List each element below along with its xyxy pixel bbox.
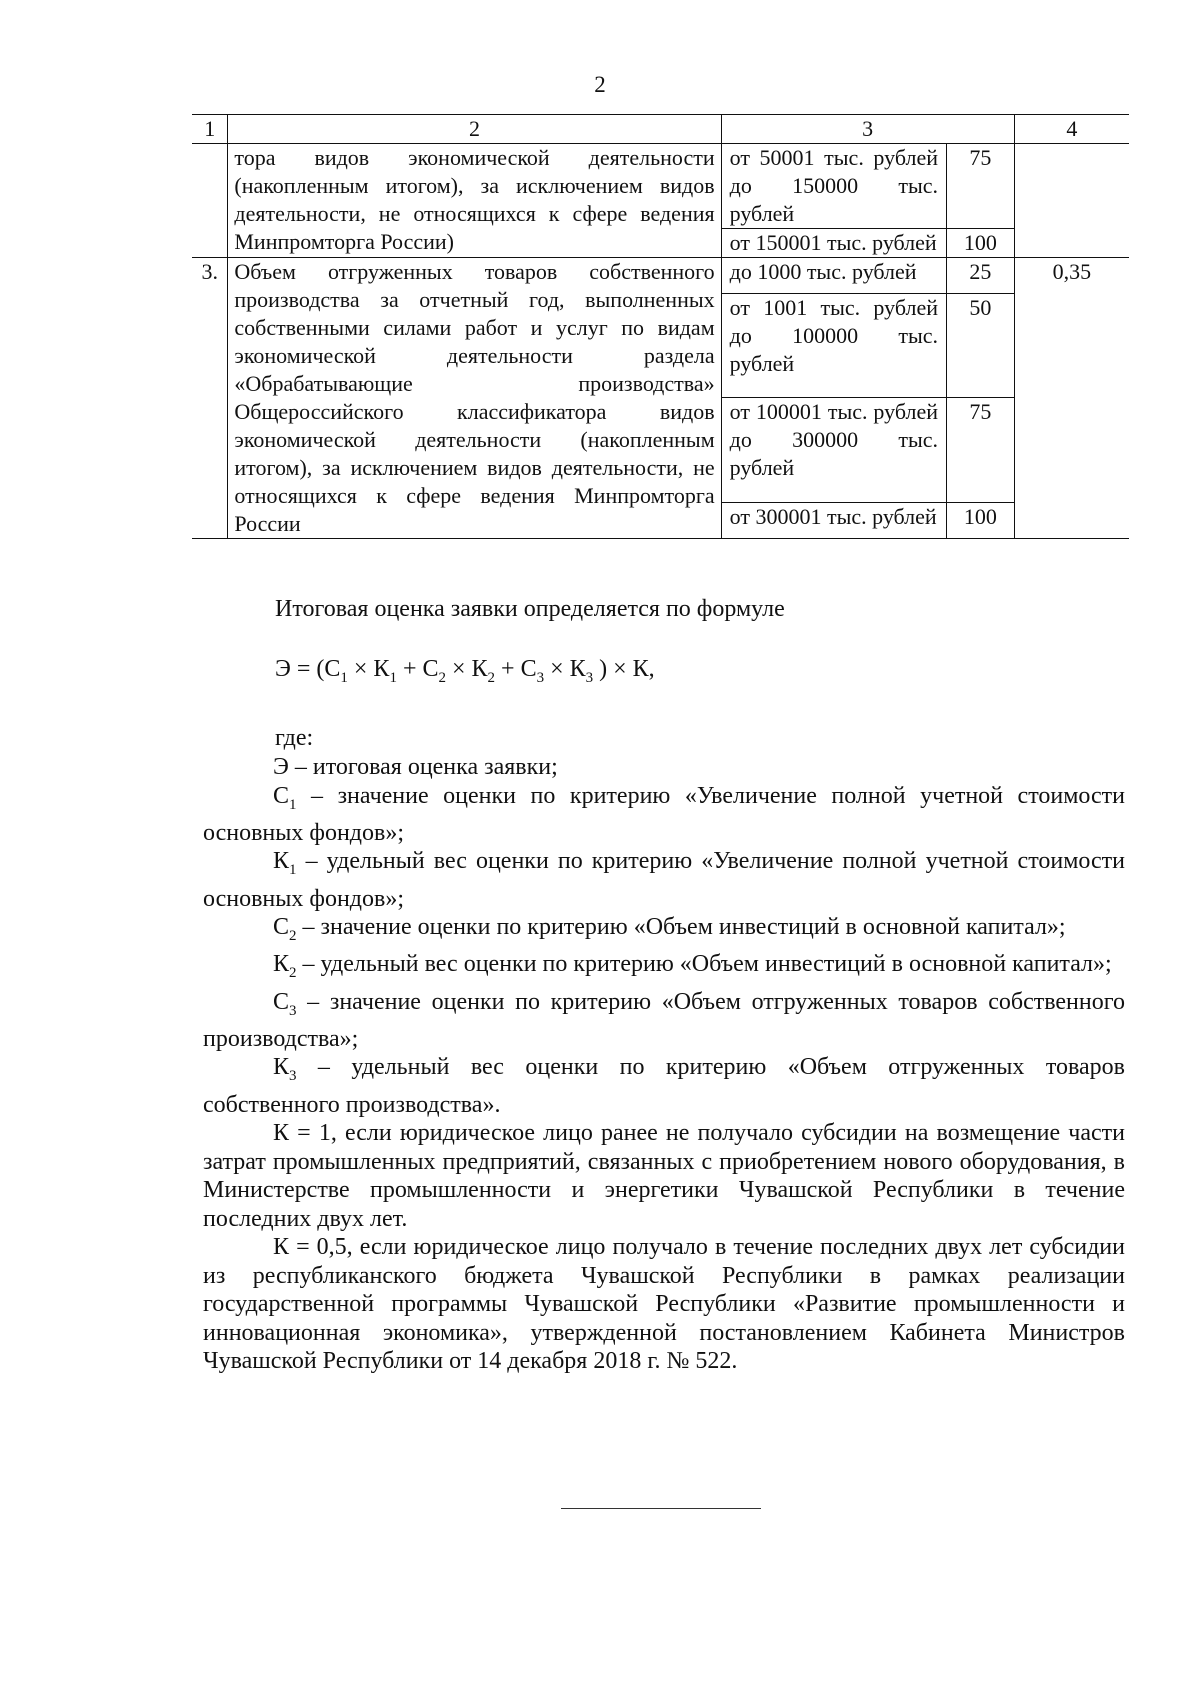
formula-sub: 1 (389, 669, 397, 686)
definitions-block (203, 753, 1125, 1376)
definition-symbol: С (273, 782, 290, 809)
header-col-1: 1 (192, 115, 228, 144)
definition-symbol: К (273, 848, 290, 875)
cont-text-cell: тора видов экономической деятельности (накопленным итогом), за исключением видов деятельности, не относящихся к сфере ведения Минпромторга России) (228, 144, 721, 258)
cont-weight-cell (1014, 144, 1129, 258)
definition-symbol: К (273, 1054, 290, 1081)
definition-text: – удельный вес оценки по критерию «Объем отгруженных товаров собственного производства». (203, 1054, 1125, 1118)
where-label: где: (275, 725, 314, 751)
header-col-2: 2 (228, 115, 721, 144)
definition-text: – удельный вес оценки по критерию «Увеличение полной учетной стоимости основных фондов»; (203, 848, 1125, 912)
formula-sub: 1 (340, 669, 348, 686)
definition-e: Э – итоговая оценка заявки; (273, 754, 558, 780)
row3-range-3: от 100001 тыс. рублей до 300000 тыс. рублей (721, 398, 946, 503)
row3-range-2: от 1001 тыс. рублей до 100000 тыс. рублей (721, 293, 946, 398)
row3-score-2: 50 (947, 293, 1015, 398)
definition-sub: 1 (289, 862, 297, 879)
bottom-rule (561, 1508, 761, 1509)
definition-sub: 2 (289, 965, 297, 982)
row3-weight: 0,35 (1014, 258, 1129, 539)
formula-sub: 2 (438, 669, 446, 686)
table-row (192, 258, 1129, 294)
cont-score-2: 100 (947, 229, 1015, 258)
definition-k2 (203, 950, 1125, 987)
definition-text: – удельный вес оценки по критерию «Объем инвестиций в основной капитал»; (296, 951, 1112, 978)
definition-k3 (203, 1053, 1125, 1119)
paragraph-k-05: К = 0,5, если юридическое лицо получало в течение последних двух лет субсидии из республиканского бюджета Чувашской Республики в рамках реализации государственной программы Чувашской Республики «Развитие промышленности и инновационная экономика», утвержденной постановлением Кабинета Министров Чувашской Республики от 14 декабря 2018 г. № 522. (203, 1234, 1125, 1375)
paragraph-k-1: К = 1, если юридическое лицо ранее не получало субсидии на возмещение части затрат промышленных предприятий, связанных с приобретением нового оборудования, в Министерстве промышленности и энергетики Чувашской Республики в течение последних двух лет. (203, 1120, 1125, 1232)
definition-symbol: С (273, 988, 290, 1015)
formula-part: Э = (С (275, 656, 341, 682)
definition-sub: 2 (289, 927, 297, 944)
definition-text: – значение оценки по критерию «Объем инвестиций в основной капитал»; (296, 914, 1066, 941)
row3-score-1: 25 (947, 258, 1015, 294)
row3-score-3: 75 (947, 398, 1015, 503)
row3-num: 3. (192, 258, 228, 539)
criteria-table (192, 114, 1129, 539)
definition-sub: 3 (289, 1002, 297, 1019)
definition-text: – значение оценки по критерию «Объем отгруженных товаров собственного производства»; (203, 988, 1125, 1052)
page-number: 2 (594, 72, 606, 97)
cont-range-2: от 150001 тыс. рублей (721, 229, 946, 258)
formula-title: Итоговая оценка заявки определяется по формуле (275, 596, 785, 622)
cont-num-cell (192, 144, 228, 258)
definition-c2 (203, 913, 1125, 950)
definition-c3 (203, 988, 1125, 1054)
definition-symbol: К (273, 951, 290, 978)
cont-range-1: от 50001 тыс. рублей до 150000 тыс. рублей (721, 144, 946, 229)
formula-sub: 3 (536, 669, 545, 686)
formula-part: + С (396, 656, 439, 682)
formula-part: × К (445, 656, 488, 682)
formula-part: × К (347, 656, 390, 682)
definition-k1 (203, 847, 1125, 913)
cont-score-1: 75 (947, 144, 1015, 229)
formula-part: ) × К, (593, 656, 655, 682)
header-col-3: 3 (721, 115, 1014, 144)
formula-part: + С (495, 656, 537, 682)
definition-symbol: С (273, 914, 290, 941)
formula (275, 656, 655, 687)
row3-text: Объем отгруженных товаров собственного производства за отчетный год, выполненных собственными силами работ и услуг по видам экономической деятельности раздела «Обрабатывающие производства» Общероссийского классификатора видов экономической деятельности (накопленным итогом), за исключением видов деятельности, не относящихся к сфере ведения Минпромторга России (228, 258, 721, 539)
formula-part: × К (544, 656, 586, 682)
definition-c1 (203, 782, 1125, 848)
row3-range-4: от 300001 тыс. рублей (721, 503, 946, 539)
definition-sub: 1 (289, 796, 297, 813)
table-row (192, 144, 1129, 229)
definition-text: – значение оценки по критерию «Увеличение полной учетной стоимости основных фондов»; (203, 782, 1125, 846)
definition-sub: 3 (289, 1068, 297, 1085)
row3-range-1: до 1000 тыс. рублей (721, 258, 946, 294)
table-header-row (192, 115, 1129, 144)
formula-sub: 3 (585, 669, 594, 686)
formula-sub: 2 (487, 669, 496, 686)
header-col-4: 4 (1014, 115, 1129, 144)
row3-score-4: 100 (947, 503, 1015, 539)
